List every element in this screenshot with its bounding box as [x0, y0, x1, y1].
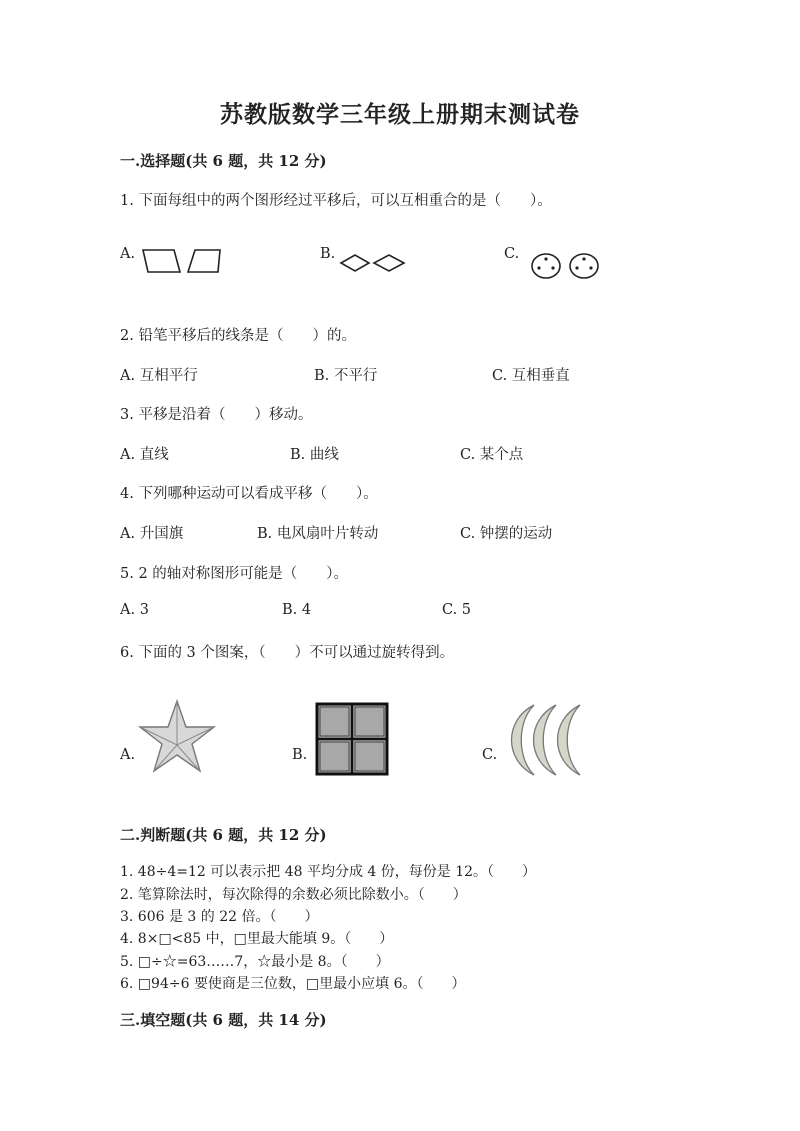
- question-4-option-a: A. 升国旗: [120, 526, 184, 542]
- question-2-option-b: B. 不平行: [314, 368, 378, 384]
- question-5-option-a: A. 3: [120, 602, 149, 618]
- judgment-item-1: 1. 48÷4=12 可以表示把 48 平均分成 4 份，每份是 12。（ ）: [120, 864, 537, 880]
- star-figure: [138, 698, 216, 774]
- section-heading-choice: 一.选择题(共 6 题，共 12 分): [120, 152, 327, 170]
- crescent-moons-figure: [504, 702, 590, 778]
- question-4-option-c: C. 钟摆的运动: [460, 526, 553, 542]
- question-5-stem: 5. 2 的轴对称图形可能是（ ）。: [120, 566, 349, 582]
- question-6-stem: 6. 下面的 3 个图案，（ ）不可以通过旋转得到。: [120, 645, 455, 661]
- question-2-stem: 2. 铅笔平移后的线条是（ ）的。: [120, 328, 356, 344]
- four-square-figure: [315, 702, 389, 776]
- question-3-option-c: C. 某个点: [460, 447, 524, 463]
- question-3-option-b: B. 曲线: [290, 447, 339, 463]
- question-3-stem: 3. 平移是沿着（ ）移动。: [120, 407, 313, 423]
- judgment-item-6: 6. □94÷6 要使商是三位数，□里最小应填 6。（ ）: [120, 976, 466, 992]
- diamond-pair-figure: [338, 250, 408, 276]
- question-3-option-a: A. 直线: [120, 447, 169, 463]
- question-4-stem: 4. 下列哪种运动可以看成平移（ ）。: [120, 486, 378, 502]
- judgment-item-3: 3. 606 是 3 的 22 倍。（ ）: [120, 909, 319, 925]
- question-5-option-c: C. 5: [442, 602, 472, 618]
- question-6-option-b: B.: [292, 747, 308, 763]
- judgment-item-4: 4. 8×□<85 中，□里最大能填 9。（ ）: [120, 931, 394, 947]
- question-2-option-a: A. 互相平行: [120, 368, 198, 384]
- question-1-stem: 1. 下面每组中的两个图形经过平移后，可以互相重合的是（ ）。: [120, 193, 552, 209]
- dotted-circle-pair-figure: [528, 250, 604, 282]
- question-6-option-a: A.: [120, 747, 136, 763]
- section-heading-fill-in: 三.填空题(共 6 题，共 14 分): [120, 1011, 327, 1029]
- question-1-option-a: A.: [120, 246, 136, 262]
- question-1-option-c: C.: [504, 246, 520, 262]
- question-4-option-b: B. 电风扇叶片转动: [257, 526, 379, 542]
- section-heading-judgment: 二.判断题(共 6 题，共 12 分): [120, 826, 327, 844]
- question-5-option-b: B. 4: [282, 602, 312, 618]
- question-6-option-c: C.: [482, 747, 498, 763]
- judgment-item-5: 5. □÷☆=63……7，☆最小是 8。（ ）: [120, 954, 390, 970]
- question-1-option-b: B.: [320, 246, 336, 262]
- parallelogram-pair-figure: [140, 246, 224, 278]
- question-2-option-c: C. 互相垂直: [492, 368, 570, 384]
- judgment-item-2: 2. 笔算除法时，每次除得的余数必须比除数小。（ ）: [120, 887, 467, 903]
- page-title: 苏教版数学三年级上册期末测试卷: [220, 101, 580, 128]
